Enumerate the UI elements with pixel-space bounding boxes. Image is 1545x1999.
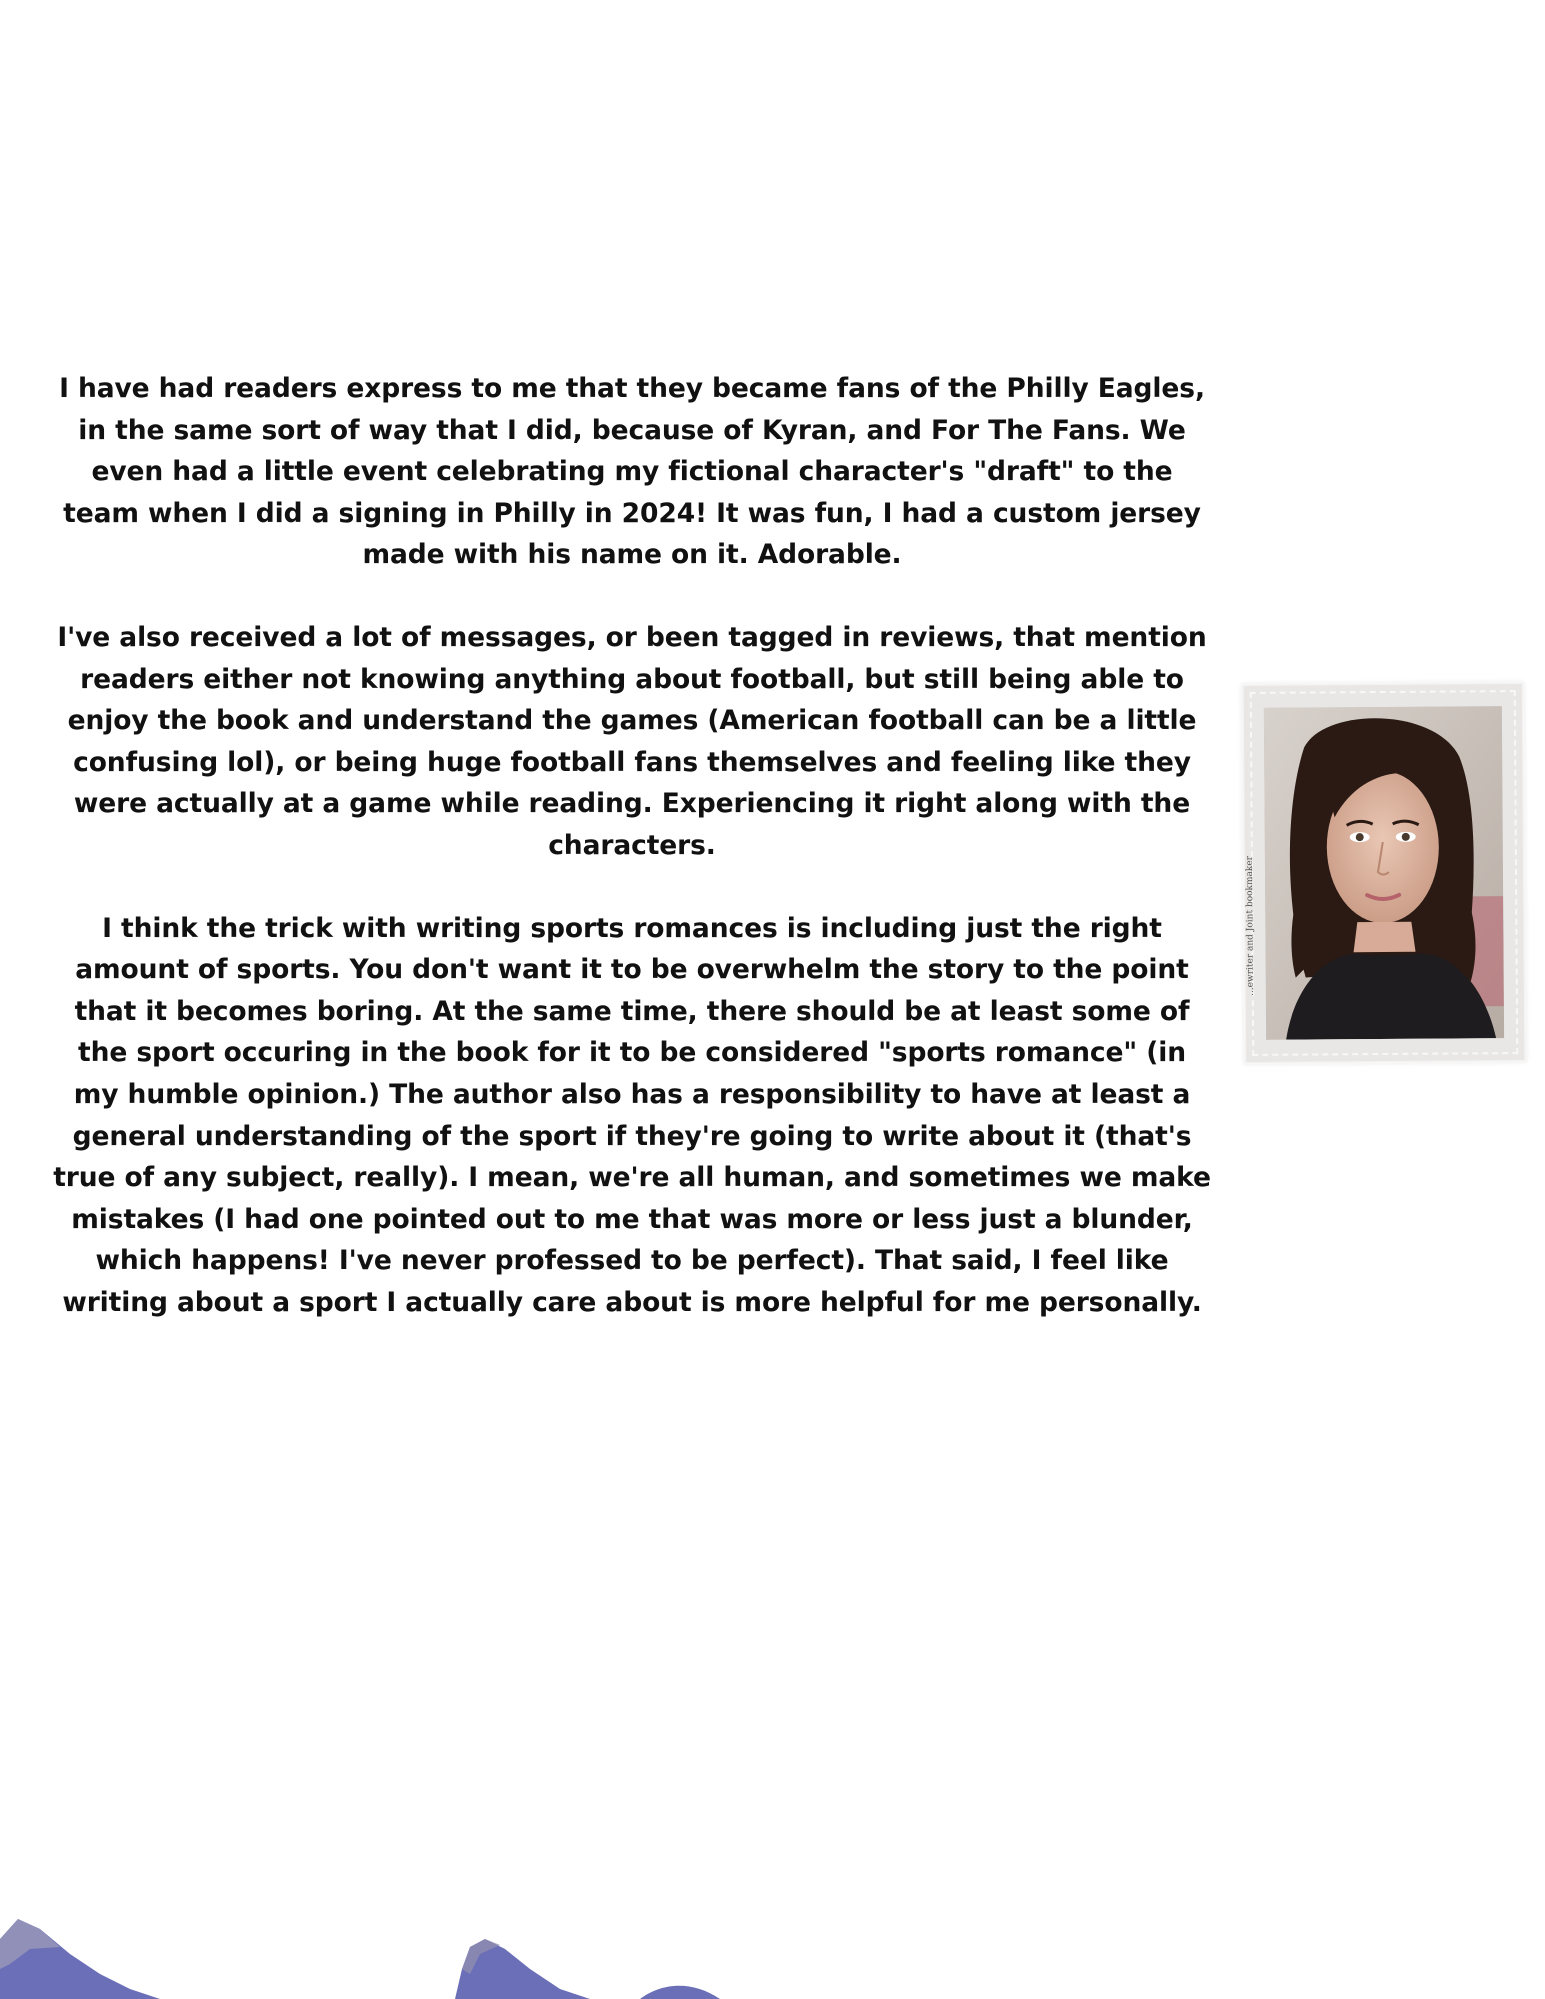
paragraph-1: I have had readers express to me that they became fans of the Philly Eagles, in the same sort of way that I did, because of Kyran, and For The Fans. We even had a little event celebrating my fictional character's "draft" to the team when I did a signing in Philly in 2024! It was fun, I had a custom jersey made with his name on it. Adorable. [59,373,1205,571]
mountain-shape-right [640,1986,720,1999]
article-text [52,368,1212,1364]
paragraph-3: I think the trick with writing sports romances is including just the right amount of sports. You don't want it to be overwhelm the story to the point that it becomes boring. At the same time, there should be at least some of the sport occuring in the book for it to be considered "sports romance" (in my humble opinion.) The author also has a responsibility to have at least a general understanding of the sport if they're going to write about it (that's true of any subject, really). I mean, we're all human, and sometimes we make mistakes (I had one pointed out to me that was more or less just a blunder, which happens! I've never professed to be perfect). That said, I feel like writing about a sport I actually care about is more helpful for me personally. [53,912,1211,1318]
author-portrait-image [1264,706,1504,1040]
photo-caption: ...ewriter and Joint bookmaker [1244,855,1256,996]
paragraph-2: I've also received a lot of messages, or been tagged in reviews, that mention readers either not knowing anything about football, but still being able to enjoy the book and understand the games (American football can be a little confusing lol), or being huge football fans themselves and feeling like they were actually at a game while reading. Experiencing it right along with the characters. [57,621,1207,861]
footer-mountain-decoration [0,1869,1545,1999]
author-photo-frame [1243,683,1526,1063]
author-photo [1264,706,1504,1040]
